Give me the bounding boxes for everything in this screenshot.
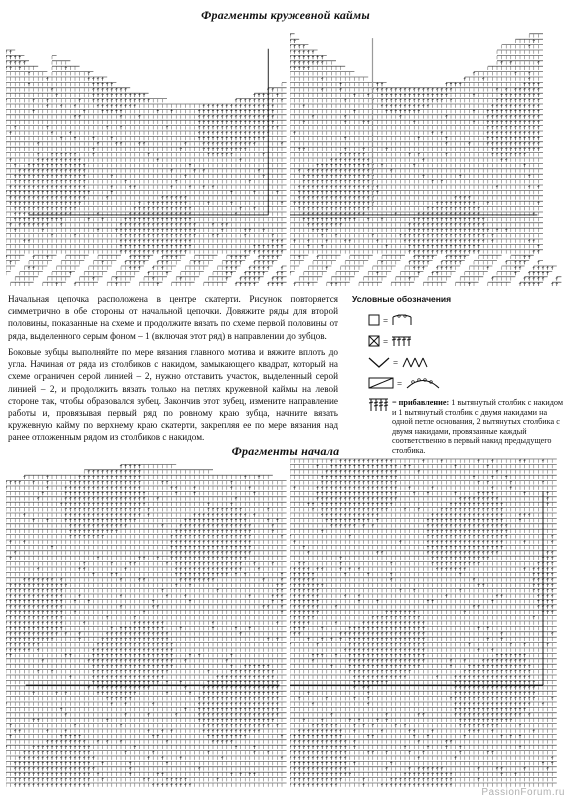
legend-increase-text: 1 вытянутый столбик с накидом и 1 вытянутый столбик с двумя накидами на одной петле основания, 2 вытянутых столбика с двумя накидами, провязанные каждый соответственно в первый накид предыдущего столбика. — [392, 398, 564, 455]
legend-increase-description — [392, 398, 568, 456]
increase-stitch-symbol-icon — [368, 398, 390, 414]
legend-equals: = — [383, 316, 389, 326]
fan-stitch-symbol-icon — [401, 356, 431, 370]
legend-increase-term: прибавление: — [398, 398, 450, 407]
double-crochet-block-icon — [391, 335, 413, 349]
chart-stitches-mesh — [290, 34, 538, 286]
legend-equals: = — [397, 379, 403, 389]
crochet-chart-graphic — [6, 22, 288, 290]
legend-row-filled-mesh — [368, 334, 413, 350]
legend-row-v-mark — [368, 355, 431, 371]
watermark: PassionForum.ru — [481, 787, 565, 798]
diagonal-rect-icon — [368, 377, 394, 391]
legend-equals: = — [392, 398, 397, 407]
v-mark-icon — [368, 356, 390, 370]
crochet-chart-graphic — [290, 458, 565, 792]
crossed-square-icon — [368, 335, 380, 349]
lace-border-chart-left — [6, 22, 288, 290]
chart-stitches-dense — [6, 50, 287, 286]
crochet-chart-graphic — [290, 22, 565, 290]
title-lace-border-fragments: Фрагменты кружевной каймы — [201, 8, 370, 22]
legend-equals: = — [383, 337, 389, 347]
lace-border-chart-right — [290, 22, 565, 290]
chain-mesh-symbol-icon — [391, 314, 413, 328]
legend-row-open-mesh — [368, 313, 413, 329]
chart-stitches-dense — [6, 464, 287, 786]
empty-square-icon — [368, 314, 380, 328]
beginning-chart-right — [290, 458, 565, 792]
chart-stitches-mesh — [290, 459, 552, 786]
chain-arch-symbol-icon — [405, 377, 441, 391]
beginning-chart-left — [6, 458, 288, 792]
chart-stitches-dense — [290, 34, 561, 286]
legend-equals: = — [393, 358, 399, 368]
legend-row-diagonal — [368, 376, 441, 392]
crochet-chart-graphic — [6, 458, 288, 792]
legend-row-increase-symbol — [368, 398, 390, 414]
instruction-paragraph-2: Боковые зубцы выполняйте по мере вязания главного мотива и вяжите вплоть до угла. Начиная от ряда из столбиков с накидом, замыкающего квадрат, который на схеме ограничен серой линией – 2, нужно отставить участок, выделенный серой линией – 2, и продолжить вязать только на петлях кружевной каймы на левой стороне так, чтобы образовался зубец. Закончив этот зубец, измените направление работы и, провязывая первый ряд по ровному краю зубца, начните вязать кружевную кайму по верхнему краю скатерти, закрепляя ее по мере вязания над ранее отложенным рядом из столбиков с накидом. — [8, 347, 338, 443]
legend-title: Условные обозначения — [352, 294, 452, 304]
title-beginning-fragments: Фрагменты начала — [231, 444, 340, 458]
instruction-paragraph-1: Начальная цепочка расположена в центре скатерти. Рисунок повторяется симметрично в обе стороны от начальной цепочки. Довяжите ряды для второй половины, показанные на схеме и продолжите вязать по схеме первой половины от ряда, выделенного серым фоном – 1 (включая этот ряд) в направлении до зубцов. — [8, 294, 338, 341]
